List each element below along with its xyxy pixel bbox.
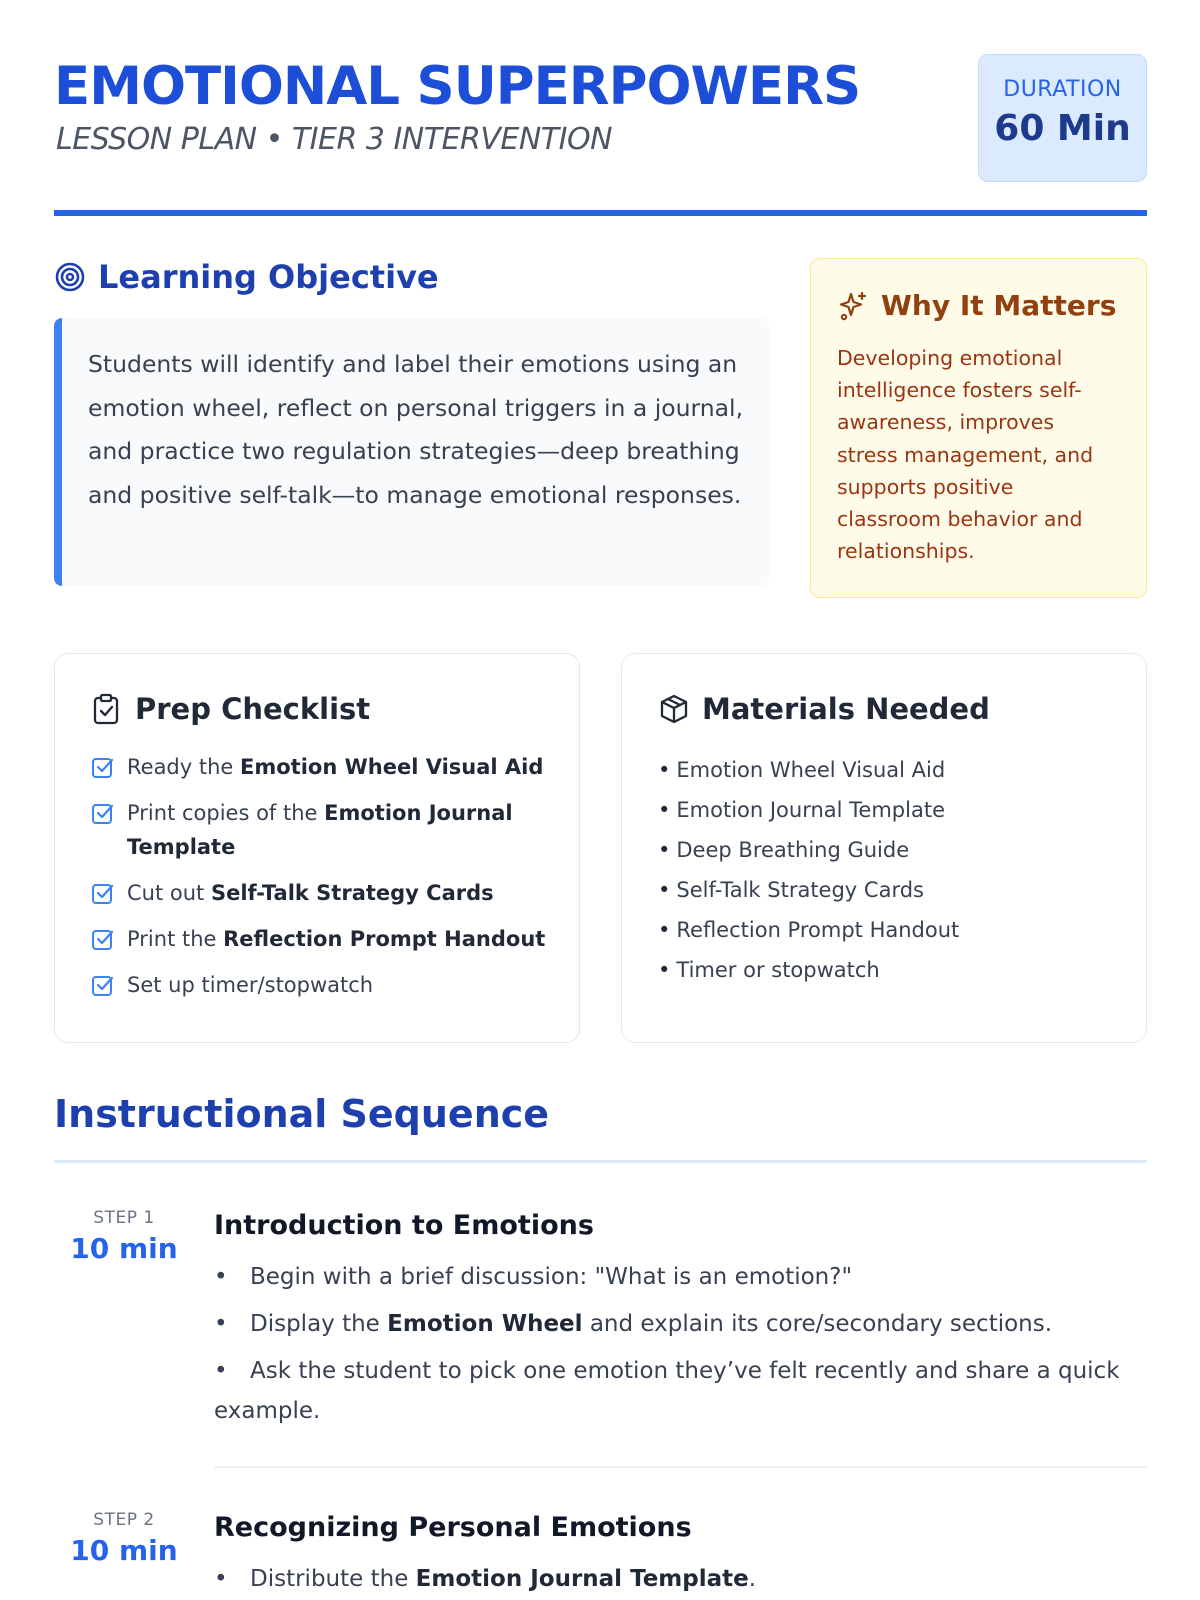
step-bullet: • Begin with a brief discussion: "What is an emotion?" [214,1264,853,1290]
material-item: • Deep Breathing Guide [658,830,1146,870]
sparkles-icon [837,290,869,322]
learning-objective-section [54,258,769,509]
materials-card [621,653,1147,1043]
step-bullets [214,1559,1147,1599]
duration-value: 60 Min [994,108,1131,149]
header-divider [54,210,1147,216]
sequence-title: Instructional Sequence [54,1092,550,1136]
prep-checklist-card [54,653,580,1043]
objective-heading [54,258,769,296]
step-bullet: • Distribute the Emotion Journal Template. [214,1566,757,1592]
checkbox-checked-icon [91,756,115,780]
sequence-divider [54,1160,1147,1163]
material-item: • Self-Talk Strategy Cards [658,870,1146,910]
step-title: Recognizing Personal Emotions [214,1512,692,1543]
step-meta [54,1510,194,1567]
checkbox-checked-icon [91,928,115,952]
prep-item: Set up timer/stopwatch [91,968,579,1002]
prep-list [91,750,579,1002]
step-number: STEP 1 [93,1208,155,1228]
duration-label: DURATION [1003,77,1122,102]
objective-box [54,318,769,586]
page-subtitle: LESSON PLAN • TIER 3 INTERVENTION [56,122,613,157]
prep-item: Print copies of the Emotion Journal Template [91,796,579,864]
step-divider [214,1466,1147,1468]
checkbox-checked-icon [91,974,115,998]
material-item: • Emotion Wheel Visual Aid [658,750,1146,790]
step-number: STEP 2 [93,1510,155,1530]
objective-text: Students will identify and label their emotions using an emotion wheel, reflect on personal triggers in a journal, and practice two regulation strategies—deep breathing and positive self-talk—to manage emotional responses. [88,350,744,509]
material-item: • Reflection Prompt Handout [658,910,1146,950]
prep-item: Cut out Self-Talk Strategy Cards [91,876,579,910]
step-bullets [214,1257,1147,1431]
step-time: 10 min [70,1232,178,1265]
clipboard-check-icon [91,693,123,725]
materials-title: Materials Needed [702,692,990,726]
step-bullet: • Ask the student to pick one emotion they’ve felt recently and share a quick example. [214,1358,1120,1424]
step-meta [54,1208,194,1265]
step-bullet: • Display the Emotion Wheel and explain its core/secondary sections. [214,1311,1053,1337]
page-title: EMOTIONAL SUPERPOWERS [54,56,861,117]
package-icon [658,693,690,725]
why-text: Developing emotional intelligence fosters self-awareness, improves stress management, and supports positive classroom behavior and relationships. [837,346,1094,564]
why-title: Why It Matters [881,289,1117,322]
materials-heading [658,692,1146,726]
step-title: Introduction to Emotions [214,1210,594,1241]
checkbox-checked-icon [91,802,115,826]
why-it-matters-card [810,258,1147,598]
target-icon [54,261,86,293]
prep-title: Prep Checklist [135,692,371,726]
lesson-plan-page [54,0,1147,1600]
step-body [214,1512,1147,1600]
material-item: • Emotion Journal Template [658,790,1146,830]
duration-badge [978,54,1147,182]
header [54,52,1147,217]
prep-item: Ready the Emotion Wheel Visual Aid [91,750,579,784]
step-body [214,1210,1147,1438]
prep-heading [91,692,579,726]
objective-title: Learning Objective [98,258,439,296]
step-time: 10 min [70,1534,178,1567]
materials-list [658,750,1146,990]
material-item: • Timer or stopwatch [658,950,1146,990]
prep-item: Print the Reflection Prompt Handout [91,922,579,956]
checkbox-checked-icon [91,882,115,906]
why-heading [837,289,1120,322]
